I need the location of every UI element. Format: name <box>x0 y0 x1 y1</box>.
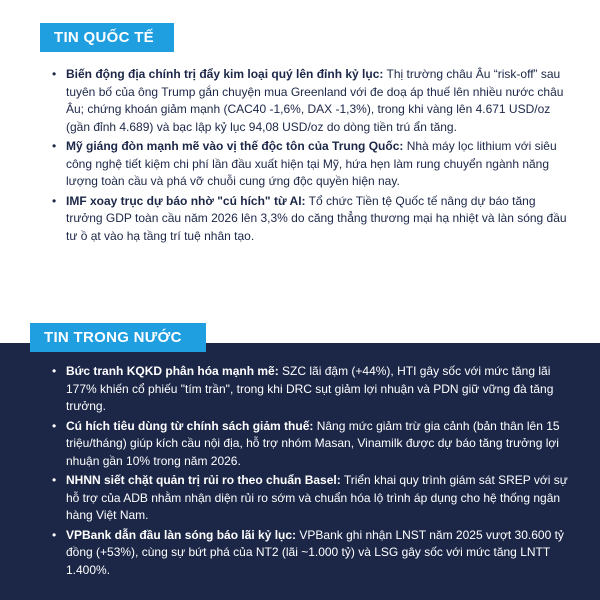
news-headline: Cú hích tiêu dùng từ chính sách giảm thuế: <box>66 418 314 433</box>
news-headline: IMF xoay trục dự báo nhờ "cú hích" từ AI: <box>66 193 306 208</box>
international-news-list <box>50 66 570 247</box>
domestic-news-title: TIN TRONG NƯỚC <box>30 323 206 352</box>
news-item <box>50 363 580 416</box>
news-item <box>50 418 580 471</box>
bullet-icon: • <box>52 193 57 208</box>
news-body: Nhà máy lọc lithium với siêu công nghệ tiết kiệm chi phí lần đầu xuất hiện tại Mỹ, hứa hẹn làm rung chuyển ngành năng lượng toàn cầu và phá vỡ chuỗi cung ứng độc quyền hiện nay. <box>66 139 557 188</box>
news-body: Nâng mức giảm trừ gia cảnh (bản thân lên 15 triệu/tháng) giúp kích cầu nội địa, hỗ trợ nhóm Masan, Vinamilk được dự báo tăng trưởng lợi nhuận gần 10% trong năm 2026. <box>66 418 560 468</box>
news-item <box>50 193 570 246</box>
news-body: Tổ chức Tiền tệ Quốc tế nâng dự báo tăng trưởng GDP toàn cầu năm 2026 lên 3,3% do căng thẳng thương mại hạ nhiệt và làn sóng đầu tư ồ ạt vào hạ tầng trí tuệ nhân tạo. <box>66 193 567 243</box>
international-news-title: TIN QUỐC TẾ <box>40 23 174 52</box>
news-body: Thị trường châu Âu “risk-off” sau tuyên bố của ông Trump gắn chuyện mua Greenland với đe doạ áp thuế lên nhiều nước châu Âu; chứng khoán giảm mạnh (CAC40 -1,6%, DAX -1,3%), trong khi vàng lên 4.671 USD/oz (gần đỉnh 4.689) và bạc lập kỷ lục 94,08 USD/oz do dòng tiền trú ẩn tăng. <box>66 67 564 134</box>
news-body: VPBank ghi nhận LNST năm 2025 vượt 30.600 tỷ đồng (+53%), cùng sự bứt phá của NT2 (lãi ~1.000 tỷ) và LSG gây sốc với mức tăng LNTT 1.400%. <box>66 527 564 577</box>
news-item <box>50 527 580 580</box>
news-headline: NHNN siết chặt quản trị rủi ro theo chuẩn Basel: <box>66 473 341 487</box>
news-headline: Bức tranh KQKD phân hóa mạnh mẽ: <box>66 364 279 378</box>
news-headline: Mỹ giáng đòn mạnh mẽ vào vị thế độc tôn của Trung Quốc: <box>66 139 404 153</box>
news-item <box>50 138 570 191</box>
bullet-icon: • <box>52 139 57 153</box>
bullet-icon: • <box>52 527 57 542</box>
news-headline: VPBank dẫn đầu làn sóng báo lãi kỷ lục: <box>66 527 297 542</box>
domestic-news-list <box>50 363 580 581</box>
bullet-icon: • <box>52 473 57 487</box>
news-item <box>50 472 580 525</box>
news-headline: Biến động địa chính trị đẩy kim loại quý lên đỉnh kỷ lục: <box>66 67 384 81</box>
bullet-icon: • <box>52 364 57 378</box>
news-item <box>50 66 570 136</box>
bullet-icon: • <box>52 67 57 81</box>
news-body: SZC lãi đậm (+44%), HTI gây sốc với mức tăng lãi 177% khiến cổ phiếu "tím trần", trong khi DRC sụt giảm lợi nhuận và PDN giữ vững đà tăng trưởng. <box>66 364 554 413</box>
bullet-icon: • <box>52 418 57 433</box>
news-body: Triển khai quy trình giám sát SREP với sự hỗ trợ của ADB nhằm nhận diện rủi ro sớm và chuẩn hóa lộ trình áp dụng cho hệ thống ngân hàng Việt Nam. <box>66 473 568 522</box>
